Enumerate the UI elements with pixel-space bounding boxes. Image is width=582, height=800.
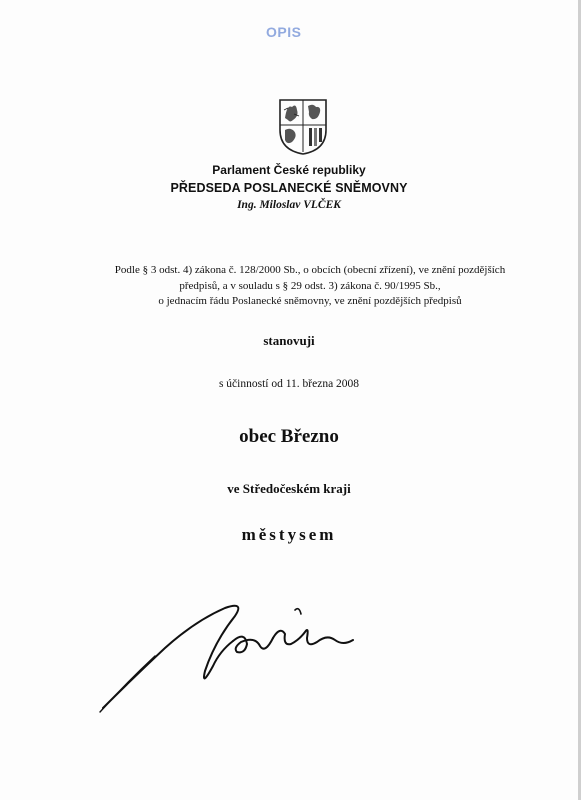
official-name: Ing. Miloslav VLČEK xyxy=(237,199,341,211)
legal-basis xyxy=(110,263,510,310)
coat-of-arms-icon xyxy=(278,98,328,156)
handwritten-signature xyxy=(95,596,365,716)
decision-verb: stanovuji xyxy=(263,333,315,348)
municipality-status: městysem xyxy=(241,525,337,544)
region-name: ve Středočeském kraji xyxy=(227,481,351,496)
office-title: PŘEDSEDA POSLANECKÉ SNĚMOVNY xyxy=(170,181,408,195)
effective-date: s účinností od 11. března 2008 xyxy=(218,378,360,390)
legal-basis-line: o jednacím řádu Poslanecké sněmovny, ve znění pozdějších předpisů xyxy=(158,295,462,307)
copy-stamp: OPIS xyxy=(266,24,302,40)
legal-basis-line: Podle § 3 odst. 4) zákona č. 128/2000 Sb., o obcích (obecní zřízení), ve znění pozdějších xyxy=(114,264,506,276)
municipality-name: obec Březno xyxy=(239,426,339,447)
institution-name: Parlament České republiky xyxy=(212,163,366,177)
legal-basis-line: předpisů, a v souladu s § 29 odst. 3) zákona č. 90/1995 Sb., xyxy=(179,279,441,292)
